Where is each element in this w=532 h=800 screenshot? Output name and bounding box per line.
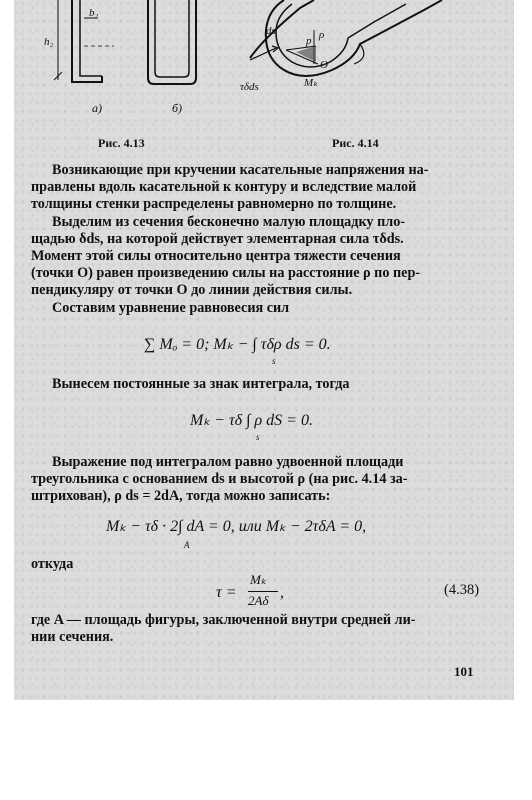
equation-3-limit: A bbox=[184, 540, 190, 550]
paragraph-1-line-3: толщины стенки распределены равномерно по толщине. bbox=[31, 196, 397, 212]
paragraph-7-line-2: нии сечения. bbox=[31, 629, 114, 645]
paragraph-6: откуда bbox=[31, 556, 74, 572]
equation-4-tail: , bbox=[280, 584, 284, 601]
equation-3: Mₖ − τδ · 2∫ dA = 0, или Mₖ − 2τδA = 0, bbox=[106, 518, 367, 535]
paragraph-2-line-3: Момент этой силы относительно центра тяжести сечения bbox=[31, 248, 401, 264]
equation-2: Mₖ − τδ ∫ ρ dS = 0. bbox=[190, 412, 313, 429]
paragraph-2-line-2: щадью δds, на которой действует элементарная сила τδds. bbox=[31, 231, 404, 247]
paragraph-2-line-5: пендикуляру от точки O до линии действия силы. bbox=[31, 282, 353, 298]
equation-4-lhs: τ = bbox=[216, 584, 237, 601]
label-O: O bbox=[320, 59, 328, 71]
paragraph-7-line-1: где A — площадь фигуры, заключенной внутри средней ли- bbox=[31, 612, 416, 628]
label-rho: ρ bbox=[319, 29, 325, 41]
paragraph-5-line-1: Выражение под интегралом равно удвоенной площади bbox=[52, 454, 404, 470]
equation-4-fraction-bar bbox=[248, 591, 278, 592]
label-force: τδds bbox=[240, 81, 259, 93]
equation-4-numerator: Mₖ bbox=[250, 572, 267, 587]
paragraph-5-line-2: треугольника с основанием ds и высотой ρ (на рис. 4.14 за- bbox=[31, 471, 408, 487]
equation-1: ∑ Mₒ = 0; Mₖ − ∫ τδρ ds = 0. bbox=[144, 336, 331, 353]
figure-4-13a-drawing bbox=[54, 0, 114, 82]
caption-fig-4-13: Рис. 4.13 bbox=[98, 136, 145, 150]
page-number: 101 bbox=[454, 664, 474, 679]
equation-1-limit: s bbox=[272, 356, 276, 366]
label-p: p bbox=[306, 35, 312, 47]
paragraph-4: Вынесем постоянные за знак интеграла, тогда bbox=[52, 376, 350, 392]
label-a: а) bbox=[92, 101, 102, 115]
figure-4-13b-drawing bbox=[148, 0, 196, 84]
paragraph-1-line-1: Возникающие при кручении касательные напряжения на- bbox=[52, 162, 429, 178]
equation-2-limit: s bbox=[256, 432, 260, 442]
figures-area bbox=[14, 0, 514, 132]
paragraph-3: Составим уравнение равновесия сил bbox=[52, 300, 290, 316]
label-b: б) bbox=[172, 101, 183, 115]
label-Mk: Mₖ bbox=[304, 77, 318, 89]
scanned-page bbox=[14, 0, 514, 700]
caption-fig-4-14: Рис. 4.14 bbox=[332, 136, 379, 150]
paragraph-2-line-1: Выделим из сечения бесконечно малую площадку пло- bbox=[52, 214, 406, 230]
paragraph-5-line-3: штрихован), ρ ds = 2dA, тогда можно записать: bbox=[31, 488, 331, 504]
equation-4-denominator: 2Aδ bbox=[248, 593, 269, 608]
dim-b2: b₂ bbox=[89, 7, 99, 19]
paragraph-2-line-4: (точки O) равен произведению силы на расстояние ρ по пер- bbox=[31, 265, 421, 281]
equation-4-number: (4.38) bbox=[444, 582, 480, 598]
label-ds: ds bbox=[266, 25, 276, 37]
paragraph-1-line-2: правлены вдоль касательной к контуру и вследствие малой bbox=[31, 179, 417, 195]
figure-4-14-drawing bbox=[250, 0, 442, 76]
dim-h2: h₂ bbox=[44, 36, 54, 48]
